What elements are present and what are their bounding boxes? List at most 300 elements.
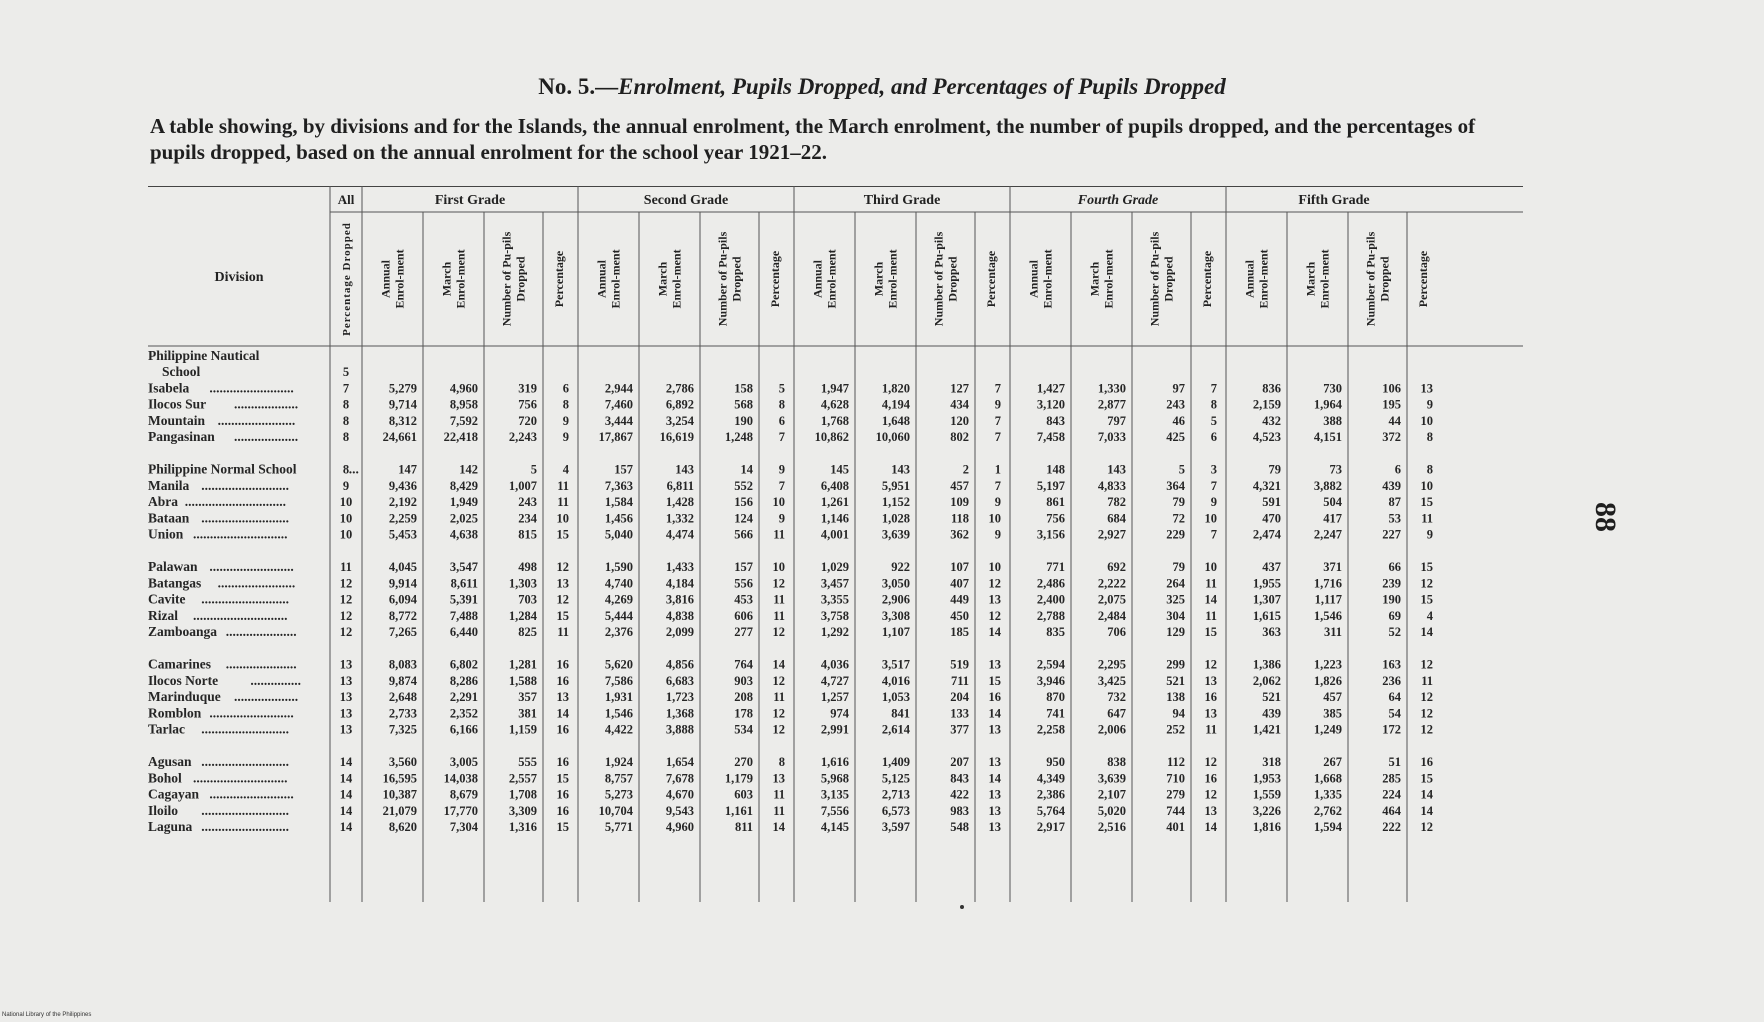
data-cell: 9,543	[665, 803, 694, 818]
data-cell: 362	[950, 527, 969, 542]
data-cell: 10	[1420, 478, 1433, 493]
data-cell: 252	[1166, 722, 1185, 737]
data-cell: 12	[772, 673, 785, 688]
data-cell: 1,820	[881, 381, 910, 396]
sub-header: March	[1303, 261, 1318, 297]
data-cell: 432	[1262, 413, 1281, 428]
data-cell: 1,316	[508, 820, 537, 835]
data-cell: 2,927	[1097, 527, 1126, 542]
data-cell: 2,474	[1252, 527, 1281, 542]
data-cell: 1,668	[1313, 771, 1342, 786]
data-cell: 1,648	[881, 413, 910, 428]
data-cell: 385	[1323, 706, 1342, 721]
data-cell: 1,931	[604, 690, 633, 705]
data-cell: 815	[518, 527, 537, 542]
data-cell: 1,330	[1097, 381, 1126, 396]
data-cell: 3,457	[820, 576, 849, 591]
data-cell: 1,368	[665, 706, 694, 721]
leader-dots: ..............................	[184, 494, 287, 510]
data-cell: 7,488	[449, 608, 478, 623]
division-label: Pangasinan	[148, 429, 215, 445]
sub-header: Dropped	[1377, 256, 1392, 302]
data-cell: 15	[1204, 625, 1217, 640]
data-cell: 744	[1166, 803, 1185, 818]
data-cell: 10	[988, 511, 1001, 526]
division-label: Ilocos Sur	[148, 396, 207, 412]
division-label: Manila	[148, 477, 190, 493]
data-cell: 534	[734, 722, 753, 737]
data-cell: 3,946	[1036, 673, 1065, 688]
data-cell: 208	[734, 690, 753, 705]
data-cell: 143	[891, 462, 910, 477]
data-cell: 10	[772, 560, 785, 574]
data-cell: 12	[1204, 787, 1217, 802]
data-cell: 12	[772, 722, 785, 737]
data-cell: 52	[1388, 625, 1401, 640]
data-cell: 13	[988, 787, 1001, 802]
data-cell: 79	[1268, 462, 1281, 477]
data-cell: 16	[988, 690, 1001, 705]
data-cell: 710	[1166, 771, 1185, 786]
data-cell: 2,557	[508, 771, 537, 786]
data-cell: 319	[518, 381, 537, 396]
data-cell: 1,161	[724, 803, 753, 818]
division-label: Tarlac	[148, 721, 185, 737]
division-label: Cavite	[148, 591, 186, 607]
data-cell: 2,877	[1097, 397, 1126, 412]
data-cell: 2,906	[881, 592, 910, 607]
data-cell: 7	[1210, 381, 1217, 396]
data-cell: 7	[994, 381, 1001, 396]
data-cell: 12	[1420, 706, 1433, 721]
data-cell: 14	[1420, 625, 1433, 640]
all-percentage-cell: 8	[342, 462, 350, 477]
data-cell: 6,573	[881, 803, 910, 818]
data-cell: 439	[1262, 706, 1281, 721]
data-cell: 12	[1420, 690, 1433, 705]
data-cell: 279	[1166, 787, 1185, 802]
leader-dots: .........................	[209, 559, 294, 574]
data-cell: 811	[734, 820, 753, 835]
all-percentage-cell: 7	[342, 381, 350, 396]
data-cell: 9	[562, 430, 569, 445]
data-cell: 14	[772, 820, 785, 835]
all-percentage-cell: 13	[339, 657, 353, 672]
division-label: Abra	[148, 494, 178, 510]
data-cell: 157	[614, 462, 633, 477]
data-cell: 519	[950, 657, 969, 672]
data-cell: 3,050	[881, 576, 910, 591]
data-cell: 21,079	[382, 803, 417, 818]
division-label: Isabela	[148, 380, 190, 396]
data-cell: 11	[557, 478, 569, 493]
data-cell: 4,670	[665, 787, 694, 802]
data-cell: 13	[988, 657, 1001, 672]
data-cell: 5,771	[604, 820, 633, 835]
data-cell: 8	[778, 755, 785, 769]
data-cell: 138	[1166, 690, 1185, 705]
leader-dots: .......................	[217, 575, 296, 591]
all-percentage-cell: 13	[339, 690, 353, 705]
data-cell: 4,740	[604, 576, 633, 591]
data-cell: 843	[1046, 413, 1065, 428]
data-cell: 3,560	[388, 755, 417, 769]
data-cell: 13	[556, 690, 569, 705]
data-cell: 4,184	[665, 576, 694, 591]
data-cell: 11	[1421, 511, 1433, 526]
data-cell: 12	[772, 576, 785, 591]
data-cell: 143	[675, 462, 694, 477]
data-cell: 7	[1210, 527, 1217, 542]
data-cell: 5,444	[604, 608, 633, 623]
data-cell: 142	[459, 462, 478, 477]
data-cell: 54	[1388, 706, 1401, 721]
division-label: Mountain	[148, 412, 206, 428]
data-cell: 388	[1323, 413, 1342, 428]
data-cell: 17,770	[443, 803, 478, 818]
data-cell: 8,611	[450, 576, 478, 591]
data-cell: 521	[1166, 673, 1185, 688]
data-cell: 14	[1420, 787, 1433, 802]
data-cell: 6	[1210, 430, 1217, 445]
sub-header: March	[655, 261, 670, 297]
data-cell: 1,386	[1252, 657, 1281, 672]
data-cell: 1,588	[508, 673, 537, 688]
data-cell: 158	[734, 381, 753, 396]
data-cell: 5,764	[1036, 803, 1065, 818]
all-percentage-cell: 12	[339, 592, 353, 607]
data-cell: 10,060	[875, 430, 910, 445]
data-cell: 606	[734, 608, 753, 623]
data-cell: 457	[1323, 690, 1342, 705]
data-cell: 163	[1382, 657, 1401, 672]
data-cell: 2,159	[1252, 397, 1281, 412]
data-cell: 156	[734, 495, 753, 510]
data-cell: 267	[1323, 755, 1342, 769]
data-cell: 720	[518, 413, 537, 428]
data-cell: 425	[1166, 430, 1185, 445]
leader-dots: .....................	[225, 624, 297, 640]
leader-dots: ...................	[234, 689, 299, 705]
data-cell: 568	[734, 397, 753, 412]
data-cell: 10,704	[598, 803, 633, 818]
data-cell: 124	[734, 511, 753, 526]
data-cell: 4,349	[1036, 771, 1065, 786]
leader-dots: ..........................	[201, 754, 289, 769]
data-cell: 10	[988, 560, 1001, 574]
sub-header: Enrol-ment	[453, 249, 468, 309]
leader-dots: ............................	[193, 607, 288, 623]
data-cell: 1,303	[508, 576, 537, 591]
table-title	[0, 74, 1764, 100]
data-cell: 13	[1204, 803, 1217, 818]
data-cell: 4,269	[604, 592, 633, 607]
data-cell: 603	[734, 787, 753, 802]
data-cell: 5,040	[604, 527, 633, 542]
data-cell: 4,638	[449, 527, 478, 542]
leader-dots: .........................	[209, 380, 294, 396]
data-cell: 7,304	[449, 820, 478, 835]
data-cell: 870	[1046, 690, 1065, 705]
data-cell: 3,758	[820, 608, 849, 623]
data-cell: 46	[1172, 413, 1185, 428]
data-cell: 9,714	[388, 397, 417, 412]
data-cell: 12	[988, 576, 1001, 591]
leader-dots: .......................	[217, 412, 296, 428]
leader-dots: ..........................	[201, 721, 289, 737]
leader-dots: ...................	[234, 396, 299, 412]
data-cell: 5,125	[881, 771, 910, 786]
data-cell: 12	[772, 706, 785, 721]
sub-header: Annual	[810, 259, 825, 299]
data-cell: 15	[1420, 560, 1433, 574]
data-cell: 4,833	[1097, 478, 1126, 493]
data-cell: 66	[1388, 560, 1401, 574]
data-cell: 922	[891, 560, 910, 574]
data-cell: 14	[988, 706, 1001, 721]
data-cell: 3,517	[881, 657, 910, 672]
data-cell: 4,045	[388, 560, 417, 574]
data-cell: 222	[1382, 820, 1401, 835]
data-cell: 72	[1172, 511, 1185, 526]
data-cell: 11	[1421, 673, 1433, 688]
leader-dots: .....................	[225, 656, 297, 672]
data-cell: 6,802	[449, 657, 478, 672]
data-cell: 304	[1166, 608, 1185, 623]
leader-dots: .........................	[209, 786, 294, 802]
data-cell: 470	[1262, 511, 1281, 526]
division-label: Batangas	[148, 575, 202, 591]
all-percentage-cell: 10	[339, 527, 353, 542]
data-cell: 730	[1323, 381, 1342, 396]
division-header: Division	[214, 270, 264, 285]
data-cell: 16	[556, 657, 569, 672]
data-cell: 771	[1046, 560, 1065, 574]
data-cell: 903	[734, 673, 753, 688]
grade-header: Fifth Grade	[1298, 193, 1370, 208]
data-cell: 2,075	[1097, 592, 1126, 607]
all-percentage-cell: 14	[339, 755, 353, 769]
all-percentage-cell: 5	[342, 365, 350, 379]
data-cell: 51	[1388, 755, 1401, 769]
data-cell: 797	[1107, 413, 1126, 428]
sub-header: Percentage	[1416, 250, 1430, 308]
data-cell: 9,436	[388, 478, 417, 493]
data-cell: 16	[1420, 755, 1433, 769]
data-cell: 16	[556, 803, 569, 818]
data-cell: 16	[556, 787, 569, 802]
data-cell: 7	[994, 478, 1001, 493]
data-cell: 8	[1426, 462, 1433, 477]
data-cell: 9	[1426, 397, 1433, 412]
data-cell: 318	[1262, 755, 1281, 769]
data-cell: 12	[1204, 657, 1217, 672]
data-cell: 13	[772, 771, 785, 786]
data-cell: 4	[1426, 608, 1433, 623]
data-cell: 2,762	[1313, 803, 1342, 818]
data-cell: 6	[778, 413, 785, 428]
data-cell: 5	[1210, 413, 1217, 428]
data-cell: 2,516	[1097, 820, 1126, 835]
data-cell: 401	[1166, 820, 1185, 835]
data-cell: 9	[994, 527, 1001, 542]
data-cell: 11	[773, 787, 785, 802]
data-cell: 4,016	[881, 673, 910, 688]
data-cell: 1,281	[508, 657, 537, 672]
sub-header: March	[439, 261, 454, 297]
data-cell: 15	[1420, 771, 1433, 786]
all-percentage-cell: 10	[339, 495, 353, 510]
data-cell: 16	[556, 722, 569, 737]
all-percentage-cell: 8	[342, 430, 350, 445]
all-percentage-cell: 11	[340, 560, 352, 574]
data-cell: 7,556	[820, 803, 849, 818]
data-cell: 3,254	[665, 413, 694, 428]
data-cell: 2,291	[449, 690, 478, 705]
leader-dots: ..........................	[201, 591, 289, 607]
leader-dots: ...............	[250, 672, 302, 688]
data-cell: 6,440	[449, 625, 478, 640]
data-cell: 16	[1204, 690, 1217, 705]
data-cell: 3,547	[449, 560, 478, 574]
data-cell: 7,363	[604, 478, 633, 493]
data-cell: 1,427	[1036, 381, 1065, 396]
data-cell: 10,862	[814, 430, 849, 445]
data-cell: 277	[734, 625, 753, 640]
grade-header: Third Grade	[863, 193, 941, 208]
data-cell: 841	[891, 706, 910, 721]
data-cell: 2,594	[1036, 657, 1065, 672]
data-cell: 79	[1172, 560, 1185, 574]
data-cell: 1,723	[665, 690, 694, 705]
data-cell: 11	[1205, 576, 1217, 591]
data-cell: 185	[950, 625, 969, 640]
data-cell: 422	[950, 787, 969, 802]
data-cell: 12	[1420, 657, 1433, 672]
data-cell: 11	[1205, 608, 1217, 623]
data-cell: 692	[1107, 560, 1126, 574]
data-cell: 4,422	[604, 722, 633, 737]
data-cell: 12	[1204, 755, 1217, 769]
data-cell: 24,661	[382, 430, 417, 445]
data-cell: 145	[830, 462, 849, 477]
data-cell: 1,546	[1313, 608, 1342, 623]
data-cell: 107	[950, 560, 969, 574]
data-cell: 548	[950, 820, 969, 835]
data-cell: 8,312	[388, 413, 417, 428]
data-cell: 11	[557, 625, 569, 640]
data-cell: 15	[1420, 592, 1433, 607]
data-cell: 239	[1382, 576, 1401, 591]
data-cell: 5	[778, 381, 785, 396]
data-cell: 2,352	[449, 706, 478, 721]
data-cell: 7,458	[1036, 430, 1065, 445]
data-cell: 10	[772, 495, 785, 510]
data-cell: 504	[1323, 495, 1342, 510]
data-cell: 1,421	[1252, 722, 1281, 737]
data-cell: 9	[1210, 495, 1217, 510]
data-cell: 1,955	[1252, 576, 1281, 591]
data-cell: 5,020	[1097, 803, 1126, 818]
all-percentage-cell: 14	[339, 771, 353, 786]
data-cell: 1,584	[604, 495, 633, 510]
data-cell: 372	[1382, 430, 1401, 445]
data-cell: 1,409	[881, 755, 910, 769]
data-cell: 13	[1204, 673, 1217, 688]
data-cell: 13	[988, 803, 1001, 818]
data-cell: 13	[1204, 706, 1217, 721]
data-cell: 207	[950, 755, 969, 769]
data-cell: 3,308	[881, 608, 910, 623]
data-cell: 1,261	[820, 495, 849, 510]
data-cell: 3,639	[881, 527, 910, 542]
data-cell: 8	[778, 397, 785, 412]
data-cell: 1,307	[1252, 592, 1281, 607]
sub-header: Number of Pu-pils	[1147, 231, 1162, 327]
data-cell: 7	[778, 430, 785, 445]
all-percentage-cell: 12	[339, 576, 353, 591]
data-cell: 2,062	[1252, 673, 1281, 688]
data-cell: 3,888	[665, 722, 694, 737]
data-cell: 407	[950, 576, 969, 591]
data-cell: 7,265	[388, 625, 417, 640]
data-cell: 4,960	[449, 381, 478, 396]
sub-header: Enrol-ment	[608, 249, 623, 309]
sub-header: Annual	[594, 259, 609, 299]
data-cell: 14	[556, 706, 569, 721]
division-label: Bataan	[148, 510, 190, 526]
sub-header: Number of Pu-pils	[715, 231, 730, 327]
data-cell: 2,099	[665, 625, 694, 640]
data-cell: 8,083	[388, 657, 417, 672]
data-cell: 439	[1382, 478, 1401, 493]
data-cell: 5,391	[449, 592, 478, 607]
division-label: Union	[148, 526, 184, 542]
data-cell: 9	[994, 495, 1001, 510]
data-cell: 2,025	[449, 511, 478, 526]
data-cell: 4,194	[881, 397, 910, 412]
data-cell: 227	[1382, 527, 1401, 542]
data-cell: 552	[734, 478, 753, 493]
data-cell: 4,960	[665, 820, 694, 835]
data-cell: 14	[1204, 820, 1217, 835]
data-cell: 838	[1107, 755, 1126, 769]
data-cell: 10	[556, 511, 569, 526]
data-cell: 94	[1172, 706, 1185, 721]
division-label: Agusan	[148, 754, 192, 769]
data-cell: 13	[988, 722, 1001, 737]
sub-header: Percentage	[768, 250, 782, 308]
data-cell: 782	[1107, 495, 1126, 510]
data-cell: 1,053	[881, 690, 910, 705]
data-cell: 12	[556, 560, 569, 574]
data-cell: 861	[1046, 495, 1065, 510]
sub-header: Dropped	[513, 256, 528, 302]
data-cell: 5,951	[881, 478, 910, 493]
data-cell: 190	[1382, 592, 1401, 607]
data-cell: 371	[1323, 560, 1342, 574]
data-cell: 190	[734, 413, 753, 428]
data-cell: 1,947	[820, 381, 849, 396]
data-cell: 8,620	[388, 820, 417, 835]
data-cell: 1,332	[665, 511, 694, 526]
data-cell: 264	[1166, 576, 1185, 591]
data-cell: 3,639	[1097, 771, 1126, 786]
data-cell: 8	[1210, 397, 1217, 412]
division-label: Camarines	[148, 656, 211, 672]
data-cell: 10	[1420, 413, 1433, 428]
data-cell: 14,038	[443, 771, 478, 786]
